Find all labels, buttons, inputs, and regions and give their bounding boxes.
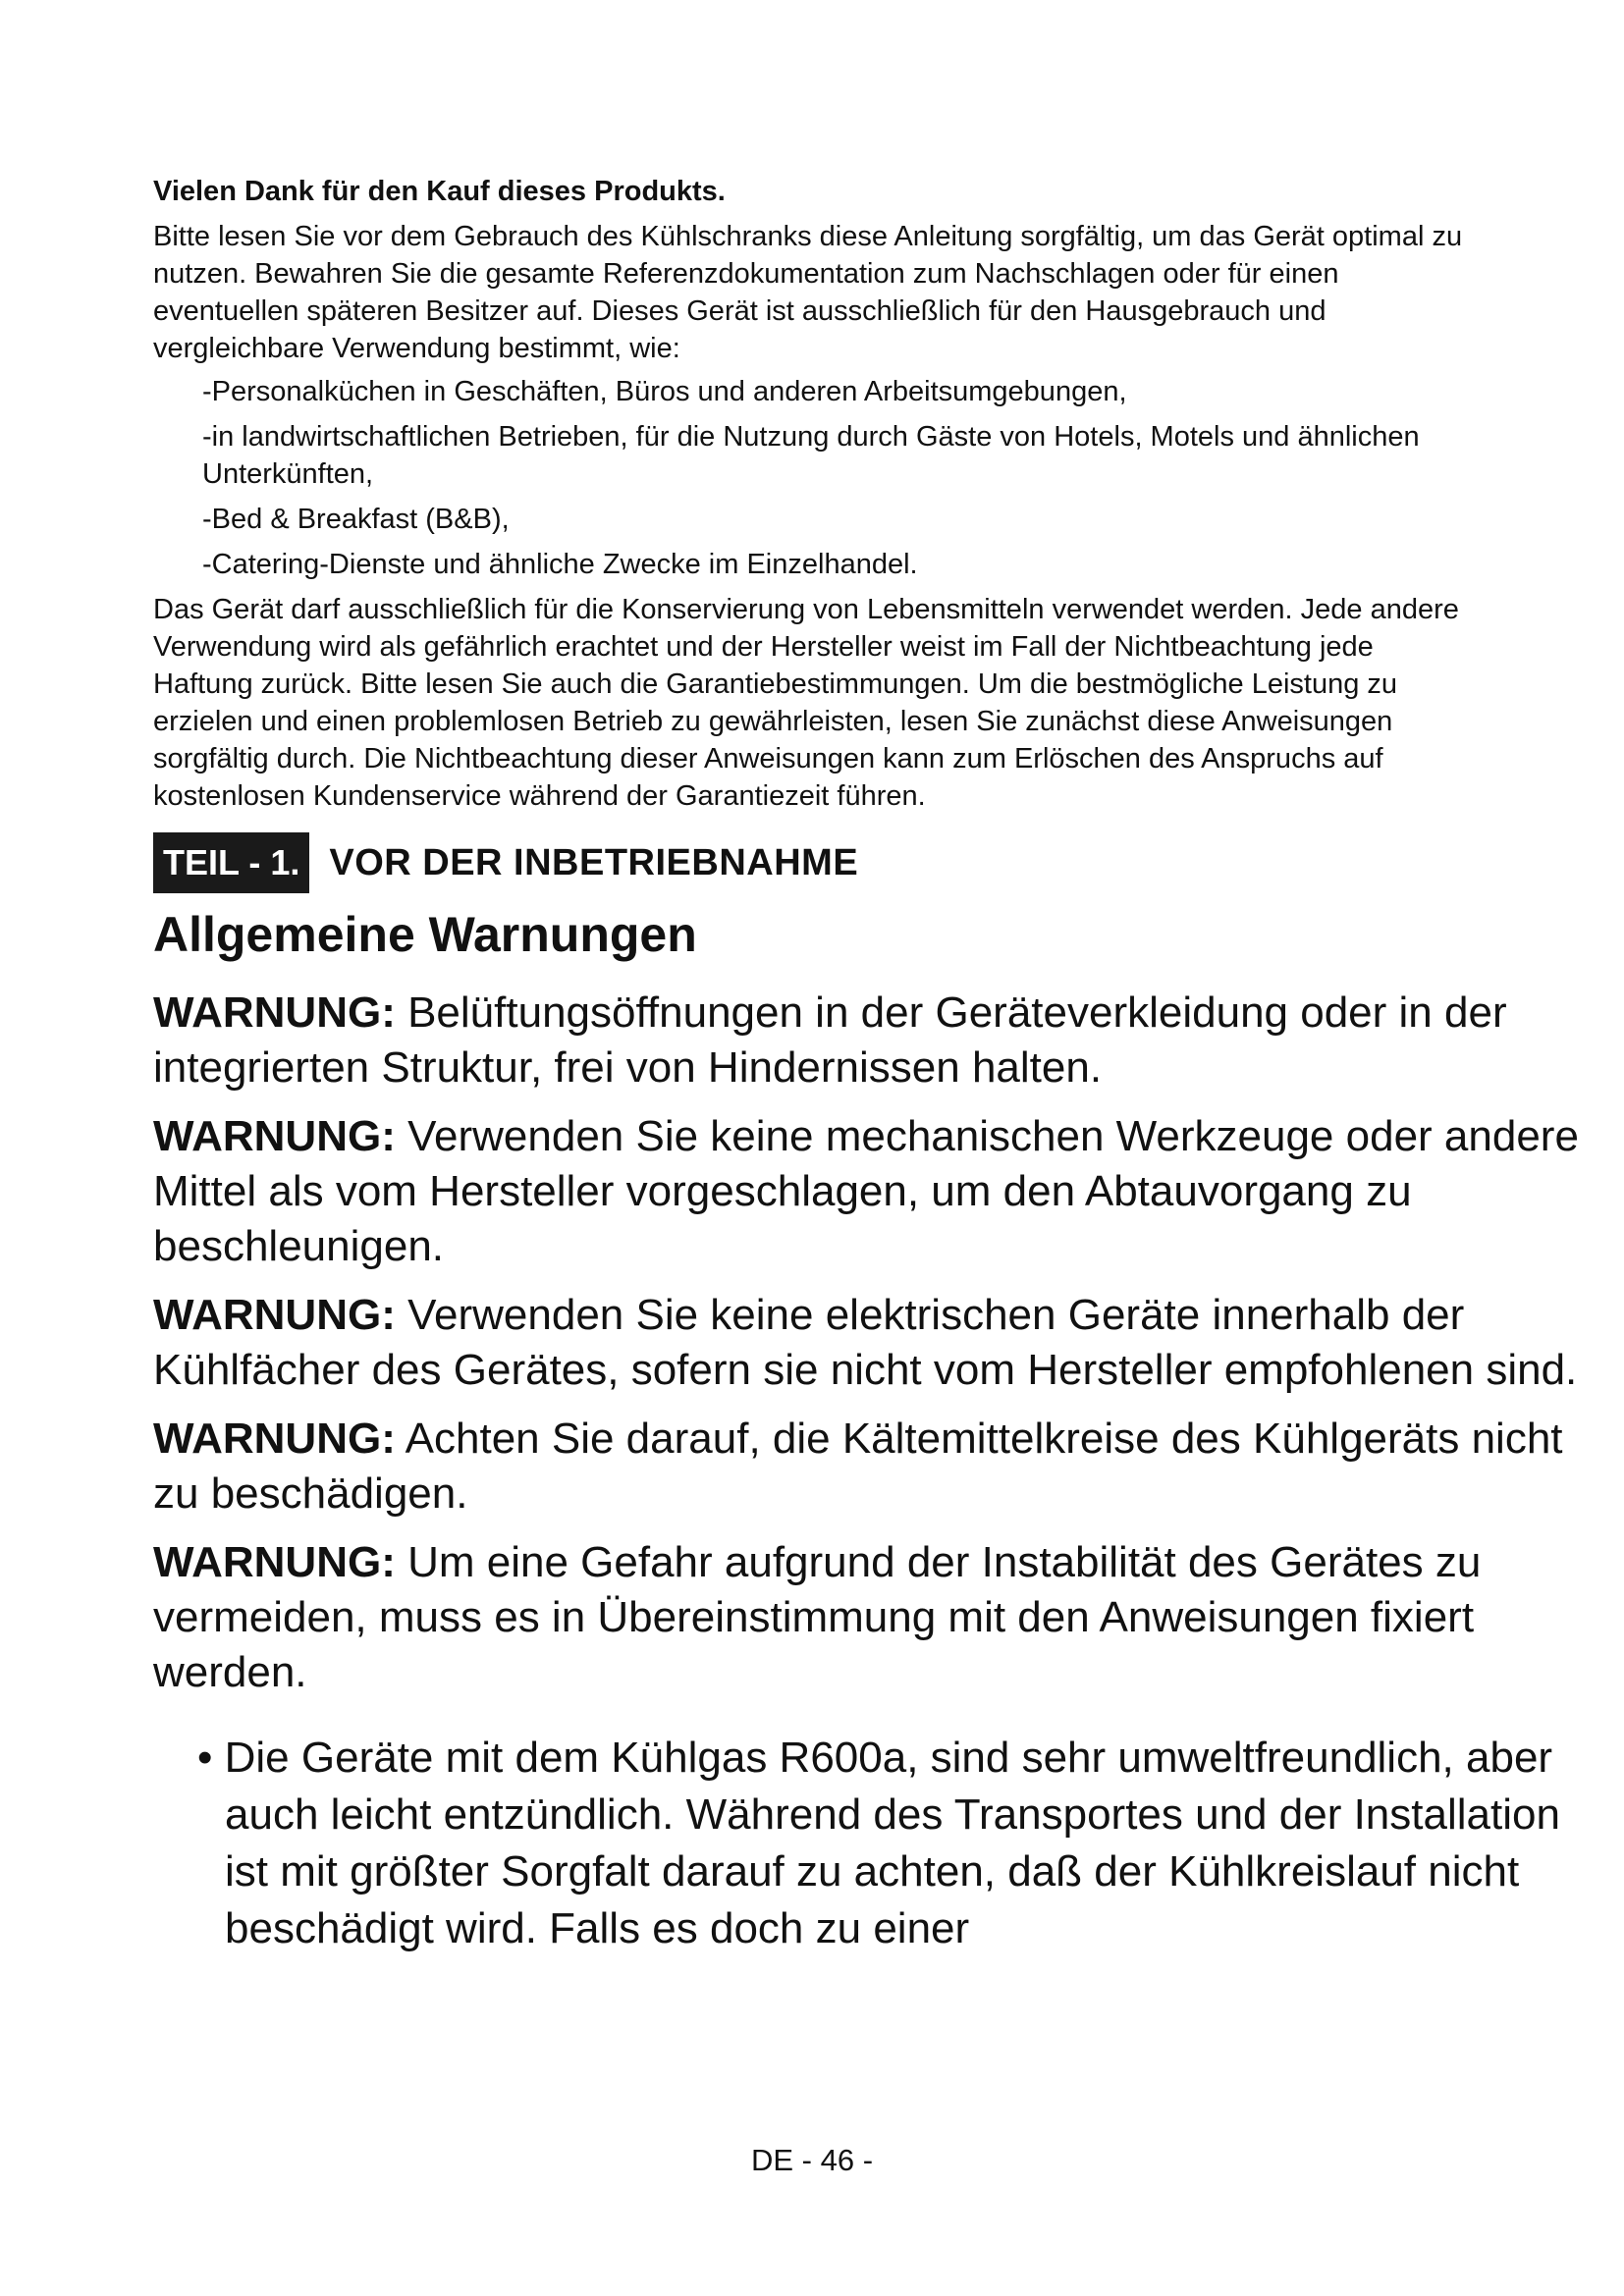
refrigerant-bullet: • Die Geräte mit dem Kühlgas R600a, sind sehr umweltfreundlich, aber auch leicht entzündlich. Während des Transportes und der Installation ist mit größter Sorgfalt darauf zu achten, daß der Kühlkreislauf nicht beschädigt wird. Falls es doch zu einer	[197, 1734, 1560, 1952]
intro-paragraph: Bitte lesen Sie vor dem Gebrauch des Kühlschranks diese Anleitung sorgfältig, um das Gerät optimal zu nutzen. Bewahren Sie die gesamte Referenzdokumentation zum Nachschlagen oder für einen eventuellen späteren Besitzer auf. Dieses Gerät ist ausschließlich für den Hausgebrauch und vergleichbare Verwendung bestimmt, wie:	[153, 221, 1463, 364]
warning-text: Verwenden Sie keine elektrischen Geräte innerhalb der Kühlfächer des Gerätes, sofern sie nicht vom Hersteller empfohlenen sind.	[153, 1291, 1578, 1394]
list-item: -Bed & Breakfast (B&B),	[202, 504, 510, 535]
warning-paragraph	[153, 1288, 1587, 1398]
warning-text: Belüftungsöffnungen in der Geräteverkleidung oder in der integrierten Struktur, frei von Hindernissen halten.	[153, 988, 1507, 1092]
warning-paragraph	[153, 986, 1587, 1095]
warning-label: WARNUNG:	[153, 1415, 396, 1463]
warning-label: WARNUNG:	[153, 1291, 396, 1339]
list-item: -Catering-Dienste und ähnliche Zwecke im Einzelhandel.	[202, 549, 918, 580]
warning-label: WARNUNG:	[153, 1538, 396, 1586]
document-page	[153, 175, 1579, 1957]
warning-paragraph	[153, 1535, 1587, 1700]
subheading: Allgemeine Warnungen	[153, 907, 697, 962]
page-number: DE - 46 -	[750, 2143, 874, 2177]
list-item: -in landwirtschaftlichen Betrieben, für die Nutzung durch Gäste von Hotels, Motels und ähnlichen Unterkünften,	[202, 421, 1420, 490]
usage-list	[202, 373, 1489, 583]
warning-text: Verwenden Sie keine mechanischen Werkzeuge oder andere Mittel als vom Hersteller vorgeschlagen, um den Abtauvorgang zu beschleunigen.	[153, 1112, 1579, 1270]
section-badge: TEIL - 1.	[153, 832, 309, 893]
list-item: -Personalküchen in Geschäften, Büros und anderen Arbeitsumgebungen,	[202, 376, 1127, 407]
section-header	[153, 832, 1489, 893]
warning-paragraph	[153, 1412, 1587, 1522]
section-title: VOR DER INBETRIEBNAHME	[329, 841, 859, 883]
warning-label: WARNUNG:	[153, 1112, 396, 1160]
warning-label: WARNUNG:	[153, 988, 396, 1037]
warning-text: Achten Sie darauf, die Kältemittelkreise des Kühlgeräts nicht zu beschädigen.	[153, 1415, 1563, 1518]
usage-notice-paragraph: Das Gerät darf ausschließlich für die Konservierung von Lebensmitteln verwendet werden. Jede andere Verwendung wird als gefährlich erachtet und der Hersteller weist im Fall der Nichtbeachtung jede Haftung zurück. Bitte lesen Sie auch die Garantiebestimmungen. Um die bestmögliche Leistung zu erzielen und einen problemlosen Betrieb zu gewährleisten, lesen Sie zunächst diese Anweisungen sorgfältig durch. Die Nichtbeachtung dieser Anweisungen kann zum Erlöschen des Anspruchs auf kostenlosen Kundenservice während der Garantiezeit führen.	[153, 594, 1459, 812]
warning-text: Um eine Gefahr aufgrund der Instabilität des Gerätes zu vermeiden, muss es in Übereinstimmung mit den Anweisungen fixiert werden.	[153, 1538, 1482, 1696]
intro-title: Vielen Dank für den Kauf dieses Produkts.	[153, 176, 726, 207]
warning-paragraph	[153, 1109, 1587, 1274]
